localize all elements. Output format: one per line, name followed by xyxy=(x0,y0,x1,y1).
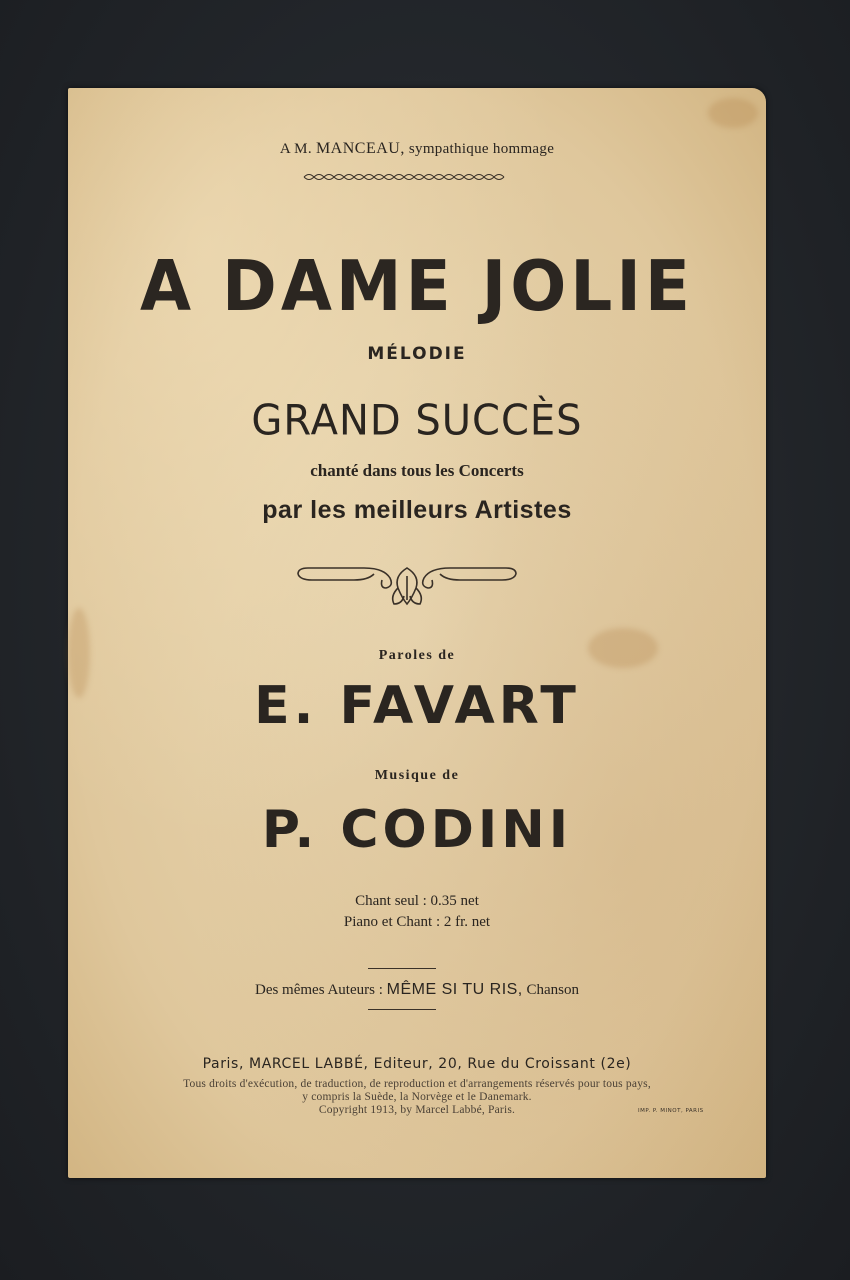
divider-rule xyxy=(368,968,436,969)
dedication-name: MANCEAU, xyxy=(315,140,405,157)
printer-credit: IMP. P. MINOT, PARIS xyxy=(638,1108,704,1114)
small-ornament-divider xyxy=(302,172,506,182)
song-title: A DAME JOLIE xyxy=(139,246,695,327)
sung-in-concerts: chanté dans tous les Concerts xyxy=(310,461,524,480)
lyrics-by-label: Paroles de xyxy=(378,648,456,663)
song-subtitle: MÉLODIE xyxy=(367,344,467,364)
headline: GRAND SUCCÈS xyxy=(251,396,583,446)
divider-rule xyxy=(368,1009,436,1010)
same-authors xyxy=(68,981,766,999)
dedication-prefix: A M. xyxy=(279,141,312,157)
lyricist-name: E. FAVART xyxy=(254,676,580,736)
rights-line: y compris la Suède, la Norvège et le Danemark. xyxy=(302,1091,532,1103)
price-piano-voice: Piano et Chant : 2 fr. net xyxy=(343,914,491,930)
rights-line: Tous droits d'exécution, de traduction, de reproduction et d'arrangements réservés pour tous pays, xyxy=(183,1078,651,1090)
other-song-genre: Chanson xyxy=(526,982,579,998)
floral-ornament xyxy=(294,564,520,606)
publisher-line: Paris, MARCEL LABBÉ, Editeur, 20, Rue du Croissant (2e) xyxy=(202,1056,632,1072)
same-authors-label: Des mêmes Auteurs : xyxy=(254,982,383,998)
music-by-label: Musique de xyxy=(374,768,460,783)
dedication xyxy=(68,140,766,158)
copyright-line: Copyright 1913, by Marcel Labbé, Paris. xyxy=(318,1104,516,1116)
composer-name: P. CODINI xyxy=(261,800,573,860)
by-best-artists: par les meilleurs Artistes xyxy=(262,496,572,524)
sheet-music-cover xyxy=(68,88,766,1178)
dedication-suffix: sympathique hommage xyxy=(408,141,555,157)
paper-stain xyxy=(708,98,758,128)
price-voice-only: Chant seul : 0.35 net xyxy=(355,893,479,909)
other-song-title: MÊME SI TU RIS, xyxy=(386,981,523,998)
